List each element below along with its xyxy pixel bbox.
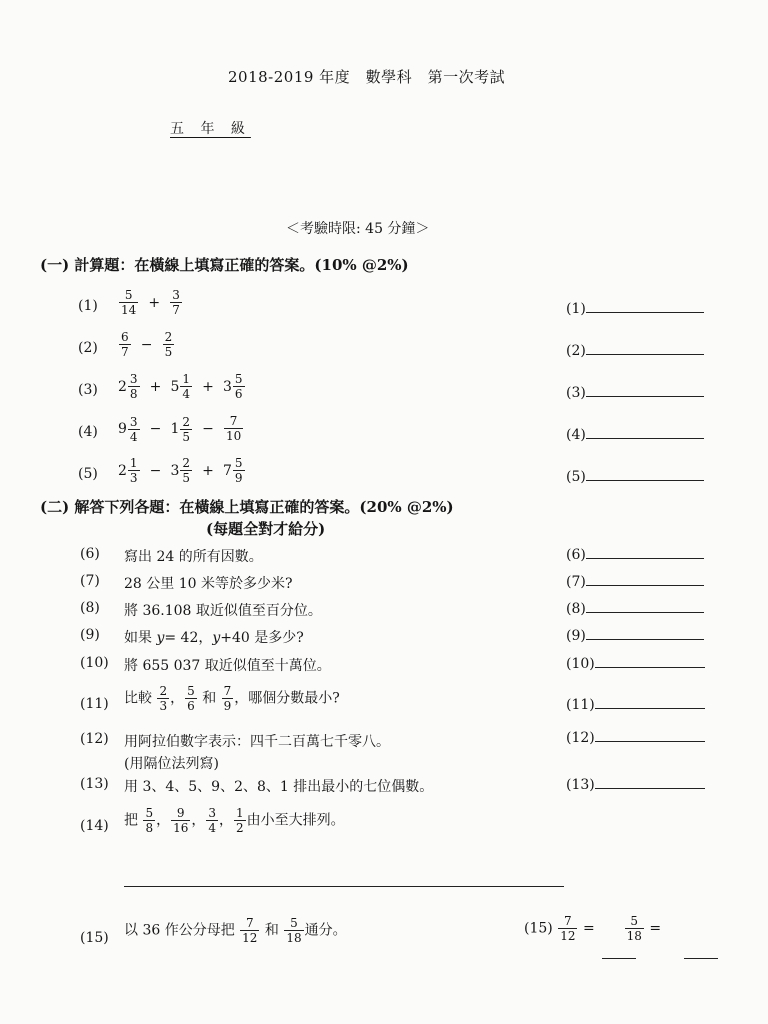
q3-answer-field[interactable]: (3)	[566, 382, 704, 401]
variable-y: y	[212, 630, 221, 646]
q3-number: (3)	[78, 382, 98, 398]
q12-note: (用隔位法列寫)	[124, 756, 219, 772]
q2-answer-field[interactable]: (2)	[566, 340, 704, 359]
q6-number: (6)	[80, 546, 100, 562]
q8-answer-field[interactable]: (8)	[566, 598, 704, 617]
q6-answer-field[interactable]: (6)	[566, 544, 704, 563]
section2-heading: (二) 解答下列各題：在橫線上填寫正確的答案。(20% @2%)	[40, 498, 454, 516]
q12-answer-field[interactable]: (12)	[566, 727, 705, 746]
q8-number: (8)	[80, 600, 100, 616]
q9-answer-field[interactable]: (9)	[566, 625, 704, 644]
fraction: $\frac{5}{14}$	[121, 288, 137, 317]
q5-number: (5)	[78, 466, 98, 482]
q2-number: (2)	[78, 340, 98, 356]
time-limit: ＜考驗時限: 45 分鐘＞	[286, 221, 430, 237]
variable-y: y	[156, 630, 165, 646]
q10-text: 將 655 037 取近似值至十萬位。	[124, 658, 331, 674]
q13-text: 用 3、4、5、9、2、8、1 排出最小的七位偶數。	[124, 779, 434, 795]
q2-expression: $\frac{6}{7}$ − $\frac{2}{5}$	[121, 330, 173, 359]
q13-answer-field[interactable]: (13)	[566, 774, 705, 793]
q7-number: (7)	[80, 573, 100, 589]
q1-answer-field[interactable]: (1)	[566, 298, 704, 317]
q9-number: (9)	[80, 627, 100, 643]
q4-answer-field[interactable]: (4)	[566, 424, 704, 443]
section1-heading: (一) 計算題：在橫線上填寫正確的答案。(10% @2%)	[40, 256, 409, 274]
q14-number: (14)	[80, 818, 109, 834]
q9-text: 如果 y= 42，y+40 是多少?	[124, 630, 304, 646]
q15-number: (15)	[80, 930, 109, 946]
q7-text: 28 公里 10 米等於多少米?	[124, 576, 293, 592]
grade-label: 五 年 級	[170, 121, 251, 137]
q15-answer-area: (15) $\frac{7}{12}$ = $\frac{5}{18}$ =	[524, 914, 662, 943]
q4-expression: 9 $\frac{3}{4}$ − 1 $\frac{2}{5}$ − $\frac{7}{10}$	[118, 414, 242, 444]
q5-expression: 2 $\frac{1}{3}$ − 3 $\frac{2}{5}$ + 7 $\frac{5}{9}$	[118, 456, 243, 485]
q10-number: (10)	[80, 655, 109, 671]
q5-answer-field[interactable]: (5)	[566, 466, 704, 485]
q7-answer-field[interactable]: (7)	[566, 571, 704, 590]
exam-title: 2018-2019 年度 數學科 第一次考試	[228, 68, 506, 86]
q11-answer-field[interactable]: (11)	[566, 694, 705, 713]
fraction: $\frac{3}{7}$	[172, 288, 180, 317]
q12-number: (12)	[80, 731, 109, 747]
q6-text: 寫出 24 的所有因數。	[124, 549, 263, 565]
section2-subheading: (每題全對才給分)	[206, 520, 326, 538]
q13-number: (13)	[80, 776, 109, 792]
q12-text: 用阿拉伯數字表示：四千二百萬七千零八。	[124, 734, 390, 750]
q15-blank-2[interactable]	[684, 958, 718, 959]
q4-number: (4)	[78, 424, 98, 440]
q15-text: 以 36 作公分母把 $\frac{7}{12}$ 和 $\frac{5}{18}$ 通分。	[124, 916, 347, 945]
q14-text: 把 $\frac{5}{8}$ ， $\frac{9}{16}$ ， $\frac{3}{4}$ ， $\frac{1}{2}$ 由小至大排列。	[124, 806, 345, 835]
q11-number: (11)	[80, 696, 109, 712]
q1-number: (1)	[78, 298, 98, 314]
q1-expression: $\frac{5}{14}$ + $\frac{3}{7}$	[121, 288, 180, 317]
q15-blank-1[interactable]	[602, 958, 636, 959]
q3-expression: 2 $\frac{3}{8}$ + 5 $\frac{1}{4}$ + 3 $\frac{5}{6}$	[118, 372, 243, 401]
q14-answer-line[interactable]	[124, 886, 564, 887]
q8-text: 將 36.108 取近似值至百分位。	[124, 603, 322, 619]
q10-answer-field[interactable]: (10)	[566, 653, 705, 672]
q11-text: 比較 $\frac{2}{3}$ ， $\frac{5}{6}$ 和 $\frac{7}{9}$ ，哪個分數最小?	[124, 684, 340, 713]
